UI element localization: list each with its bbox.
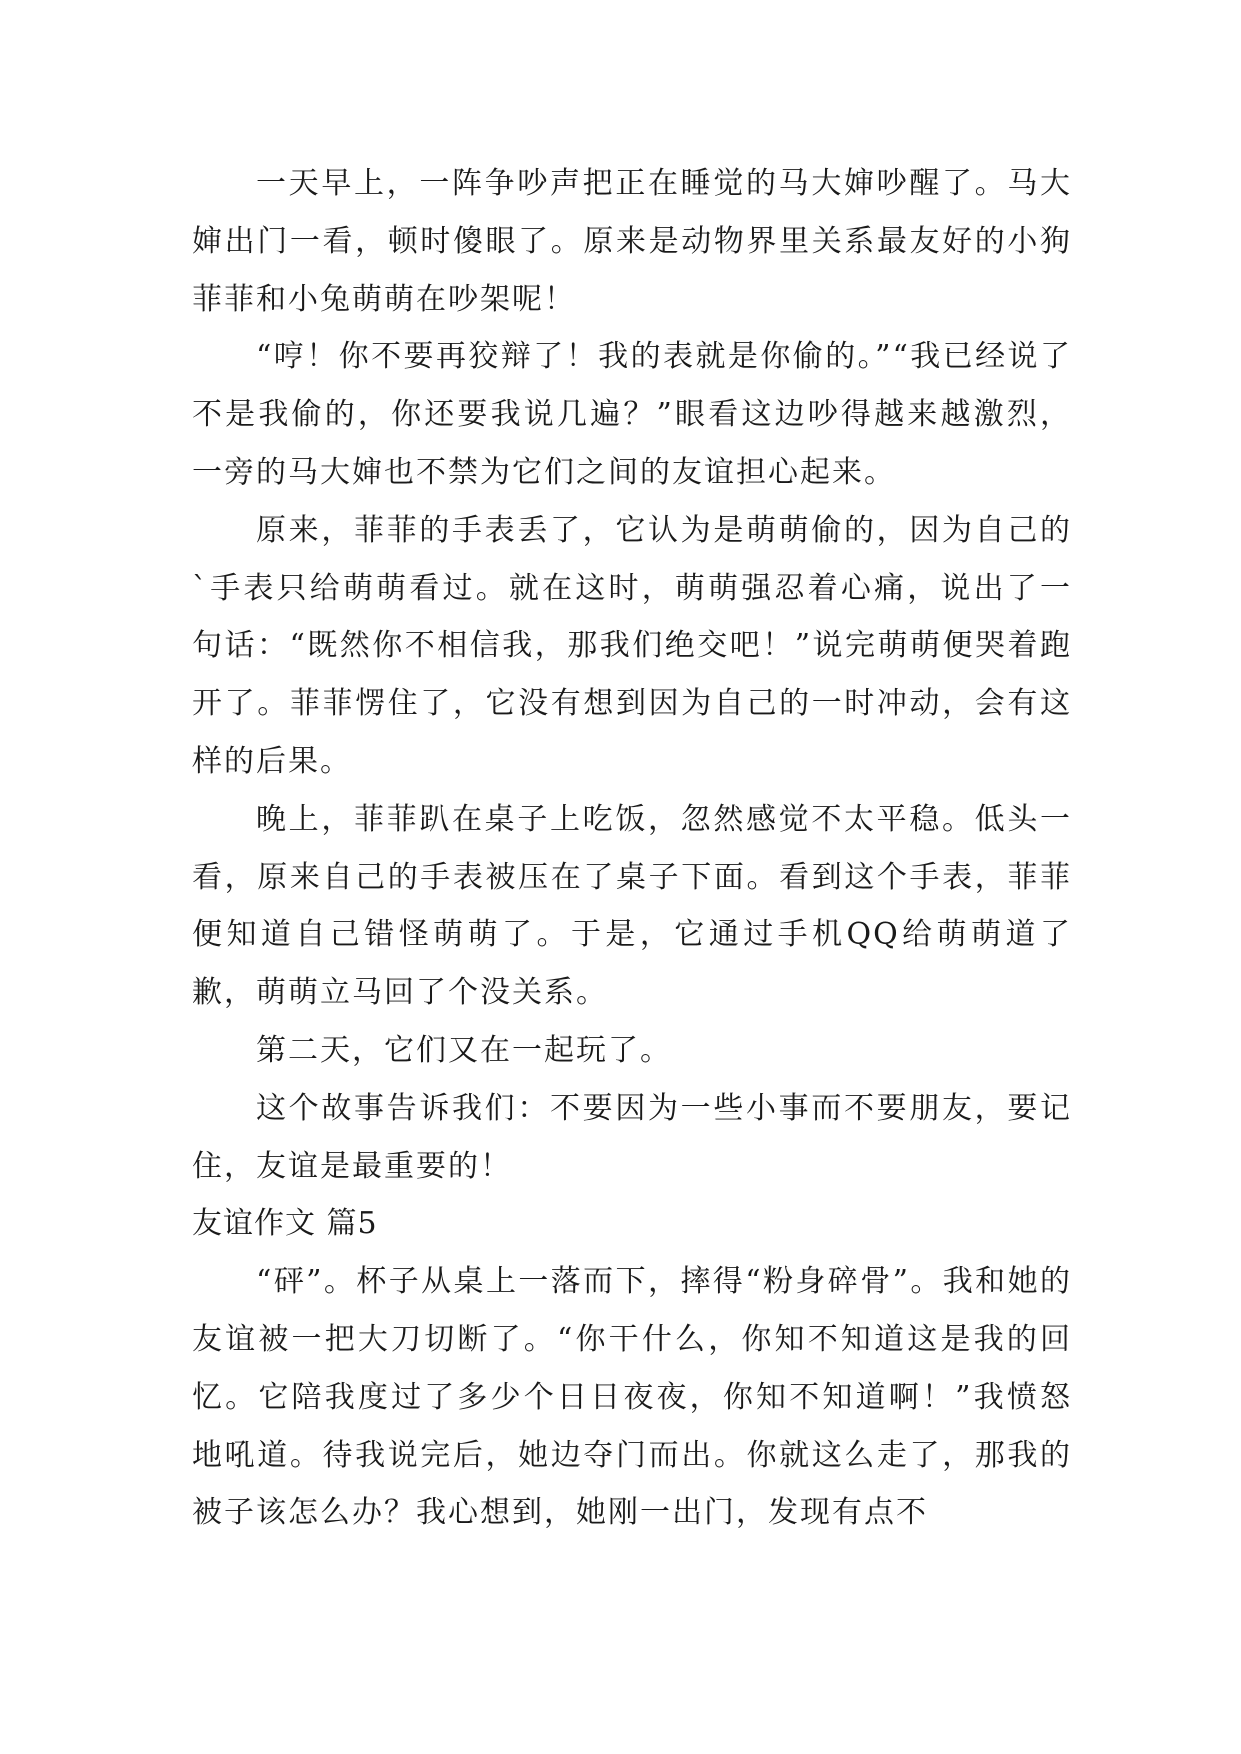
paragraph: 这个故事告诉我们：不要因为一些小事而不要朋友，要记住，友谊是最重要的！ <box>192 1090 1072 1184</box>
paragraph: 第二天，它们又在一起玩了。 <box>256 1032 672 1068</box>
section-title: 友谊作文 篇5 <box>192 1206 378 1242</box>
paragraph: “砰”。杯子从桌上一落而下，摔得“粉身碎骨”。我和她的友谊被一把大刀切断了。“你干什么，你知不知道这是我的回忆。它陪我度过了多少个日日夜夜，你知不知道啊！”我愤怒地吼道。待我说完后，她边夺门而出。你就这么走了，那我的被子该怎么办？我心想到，她刚一出门，发现有点不 <box>192 1264 1072 1531</box>
paragraph: 晚上，菲菲趴在桌子上吃饭，忽然感觉不太平稳。低头一看，原来自己的手表被压在了桌子下面。看到这个手表，菲菲便知道自己错怪萌萌了。于是，它通过手机QQ给萌萌道了歉，萌萌立马回了个没关系。 <box>192 801 1072 1011</box>
paragraph: 原来，菲菲的手表丢了，它认为是萌萌偷的，因为自己的`手表只给萌萌看过。就在这时，萌萌强忍着心痛，说出了一句话：“既然你不相信我，那我们绝交吧！”说完萌萌便哭着跑开了。菲菲愣住了，它没有想到因为自己的一时冲动，会有这样的后果。 <box>192 512 1072 779</box>
paragraph: 一天早上，一阵争吵声把正在睡觉的马大婶吵醒了。马大婶出门一看，顿时傻眼了。原来是动物界里关系最友好的小狗菲菲和小兔萌萌在吵架呢！ <box>192 166 1072 317</box>
paragraph: “哼！你不要再狡辩了！我的表就是你偷的。”“我已经说了不是我偷的，你还要我说几遍？”眼看这边吵得越来越激烈，一旁的马大婶也不禁为它们之间的友谊担心起来。 <box>192 339 1072 490</box>
document-body <box>192 155 1072 1542</box>
